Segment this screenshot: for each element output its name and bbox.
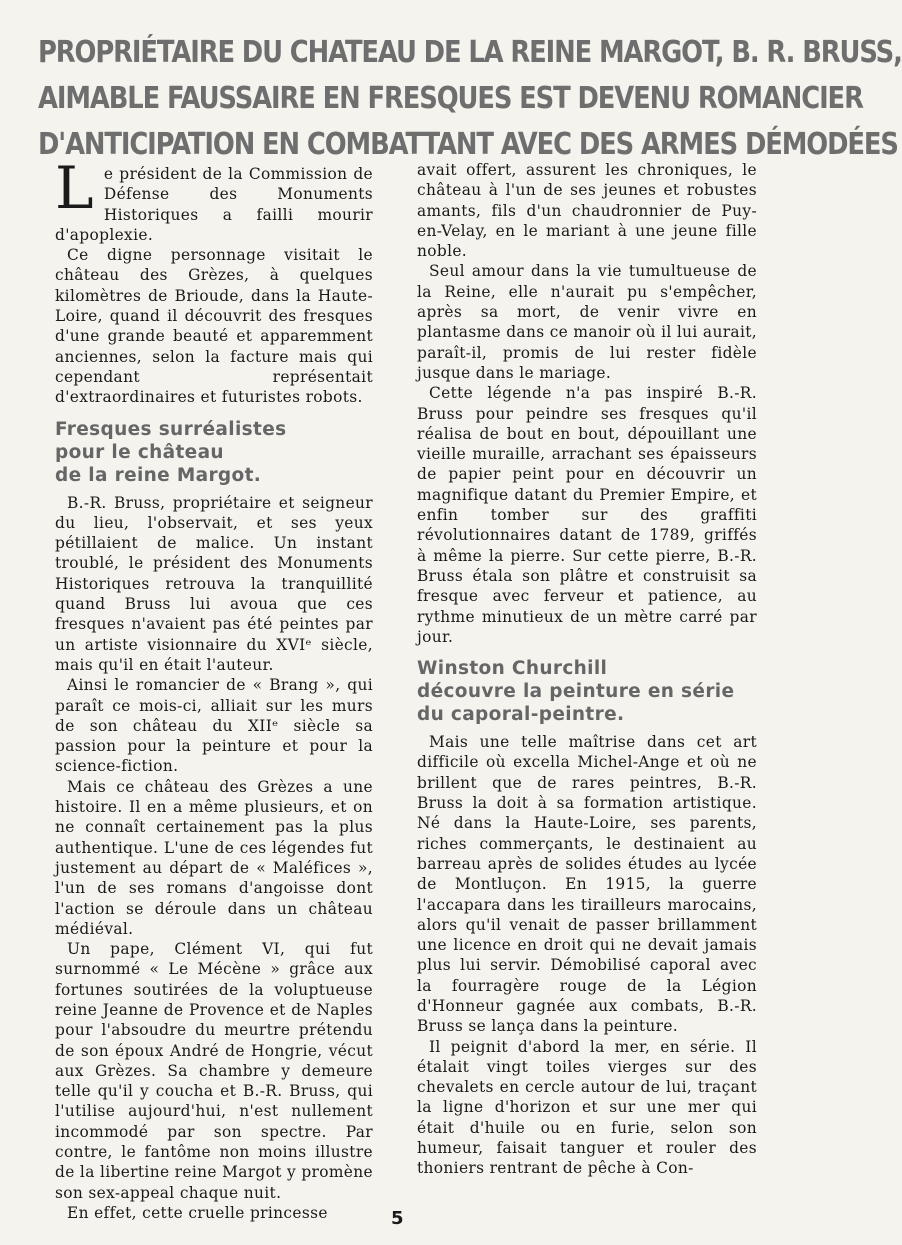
headline-line: PROPRIÉTAIRE DU CHATEAU DE LA REINE MARGOT, B. R. BRUSS,	[38, 35, 902, 70]
article-headline	[38, 30, 902, 168]
subheading-line: découvre la peinture en série	[417, 681, 735, 703]
headline-line: D'ANTICIPATION EN COMBATTANT AVEC DES ARMES DÉMODÉES	[38, 127, 898, 162]
subheading-line: Winston Churchill	[417, 658, 608, 680]
paragraph: Mais une telle maîtrise dans cet art difficile où excella Michel-Ange et où ne brillent que de rares peintres, B.-R. Bruss la doit à sa formation artistique. Né dans la Haute-Loire, ses parents, riches commerçants, le destinaient au barreau après de solides études au lycée de Montluçon. En 1915, la guerre l'accapara dans les tirailleurs marocains, alors qu'il venait de passer brillamment une licence en droit qui ne devait jamais plus lui servir. Démobilisé caporal avec la fourragère rouge de la Légion d'Honneur gagnée aux combats, B.-R. Bruss se lança dans la peinture.	[417, 733, 757, 1036]
paragraph: B.-R. Bruss, propriétaire et seigneur du lieu, l'observait, et ses yeux pétillaient de malice. Un instant troublé, le président des Monuments Historiques retrouva la tranquillité quand Bruss lui avoua que ces fresques n'avaient pas été peintes par un artiste visionnaire du XVIᵉ siècle, mais qu'il en était l'auteur.	[55, 493, 373, 674]
page-number: 5	[391, 1208, 404, 1229]
paragraph	[55, 154, 373, 245]
subheading-line: de la reine Margot.	[55, 464, 262, 486]
paragraph: avait offert, assurent les chroniques, le château à l'un de ses jeunes et robustes amants, fils d'un chaudronnier de Puy-en-Velay, en le mariant à une jeune fille noble.	[417, 161, 757, 261]
headline-line: AIMABLE FAUSSAIRE EN FRESQUES EST DEVENU ROMANCIER	[38, 81, 863, 116]
subheading-line: pour le château	[55, 441, 224, 463]
paragraph: Mais ce château des Grèzes a une histoire. Il en a même plusieurs, et on ne connaît certainement pas la plus authentique. L'une de ces légendes fut justement au départ de « Maléfices », l'un de ses romans d'angoisse dont l'action se déroule dans un château médiéval.	[55, 777, 373, 938]
paragraph: Seul amour dans la vie tumultueuse de la Reine, elle n'aurait pu s'empêcher, après sa mort, de venir vivre en plantasme dans ce manoir où il lui aurait, paraît-il, promis de lui rester fidèle jusque dans le mariage.	[417, 262, 757, 382]
paragraph: Ce digne personnage visitait le château des Grèzes, à quelques kilomètres de Brioude, dans la Haute-Loire, quand il découvrit des fresques d'une grande beauté et apparemment anciennes, selon la facture mais qui cependant représentait d'extraordinaires et futuristes robots.	[55, 246, 373, 407]
paragraph: Un pape, Clément VI, qui fut surnommé « Le Mécène » grâce aux fortunes soutirées de la voluptueuse reine Jeanne de Provence et de Naples pour l'absoudre du meurtre prétendu de son époux André de Hongrie, vécut aux Grèzes. Sa chambre y demeure telle qu'il y coucha et B.-R. Bruss, qui l'utilise aujourd'hui, n'est nullement incommodé par son spectre. Par contre, le fantôme non moins illustre de la libertine reine Margot y promène son sex-appeal chaque nuit.	[55, 940, 373, 1202]
drop-cap: L	[55, 154, 94, 222]
left-column	[55, 154, 373, 1223]
paragraph: Cette légende n'a pas inspiré B.-R. Bruss pour peindre ses fresques qu'il réalisa de bout en bout, dépouillant une vieille muraille, arrachant ses épaisseurs de papier peint pour en découvrir un magnifique datant du Premier Empire, et enfin tomber sur des graffiti révolutionnaires datant de 1789, griffés à même la pierre. Sur cette pierre, B.-R. Bruss étala son plâtre et construisit sa fresque avec ferveur et patience, au rythme minutieux de un mètre carré par jour.	[417, 384, 757, 646]
subheading	[417, 657, 757, 726]
paragraph: Ainsi le romancier de « Brang », qui paraît ce mois-ci, alliait sur les murs de son château du XIIᵉ siècle sa passion pour la peinture et pour la science-fiction.	[55, 676, 373, 776]
subheading-line: du caporal-peintre.	[417, 704, 625, 726]
paragraph-text: e président de la Commission de Défense des Monuments Historiques a failli mourir d'apoplexie.	[55, 165, 373, 244]
subheading-line: Fresques surréalistes	[55, 418, 287, 440]
paragraph: En effet, cette cruelle princesse	[67, 1203, 328, 1222]
subheading	[55, 418, 373, 487]
paragraph: Il peignit d'abord la mer, en série. Il étalait vingt toiles vierges sur des chevalets en cercle autour de lui, traçant la ligne d'horizon et sur une mer qui était d'huile ou en furie, selon son humeur, faisait tanguer et rouler des thoniers rentrant de pêche à Con-	[417, 1037, 757, 1178]
right-column	[417, 160, 757, 1179]
